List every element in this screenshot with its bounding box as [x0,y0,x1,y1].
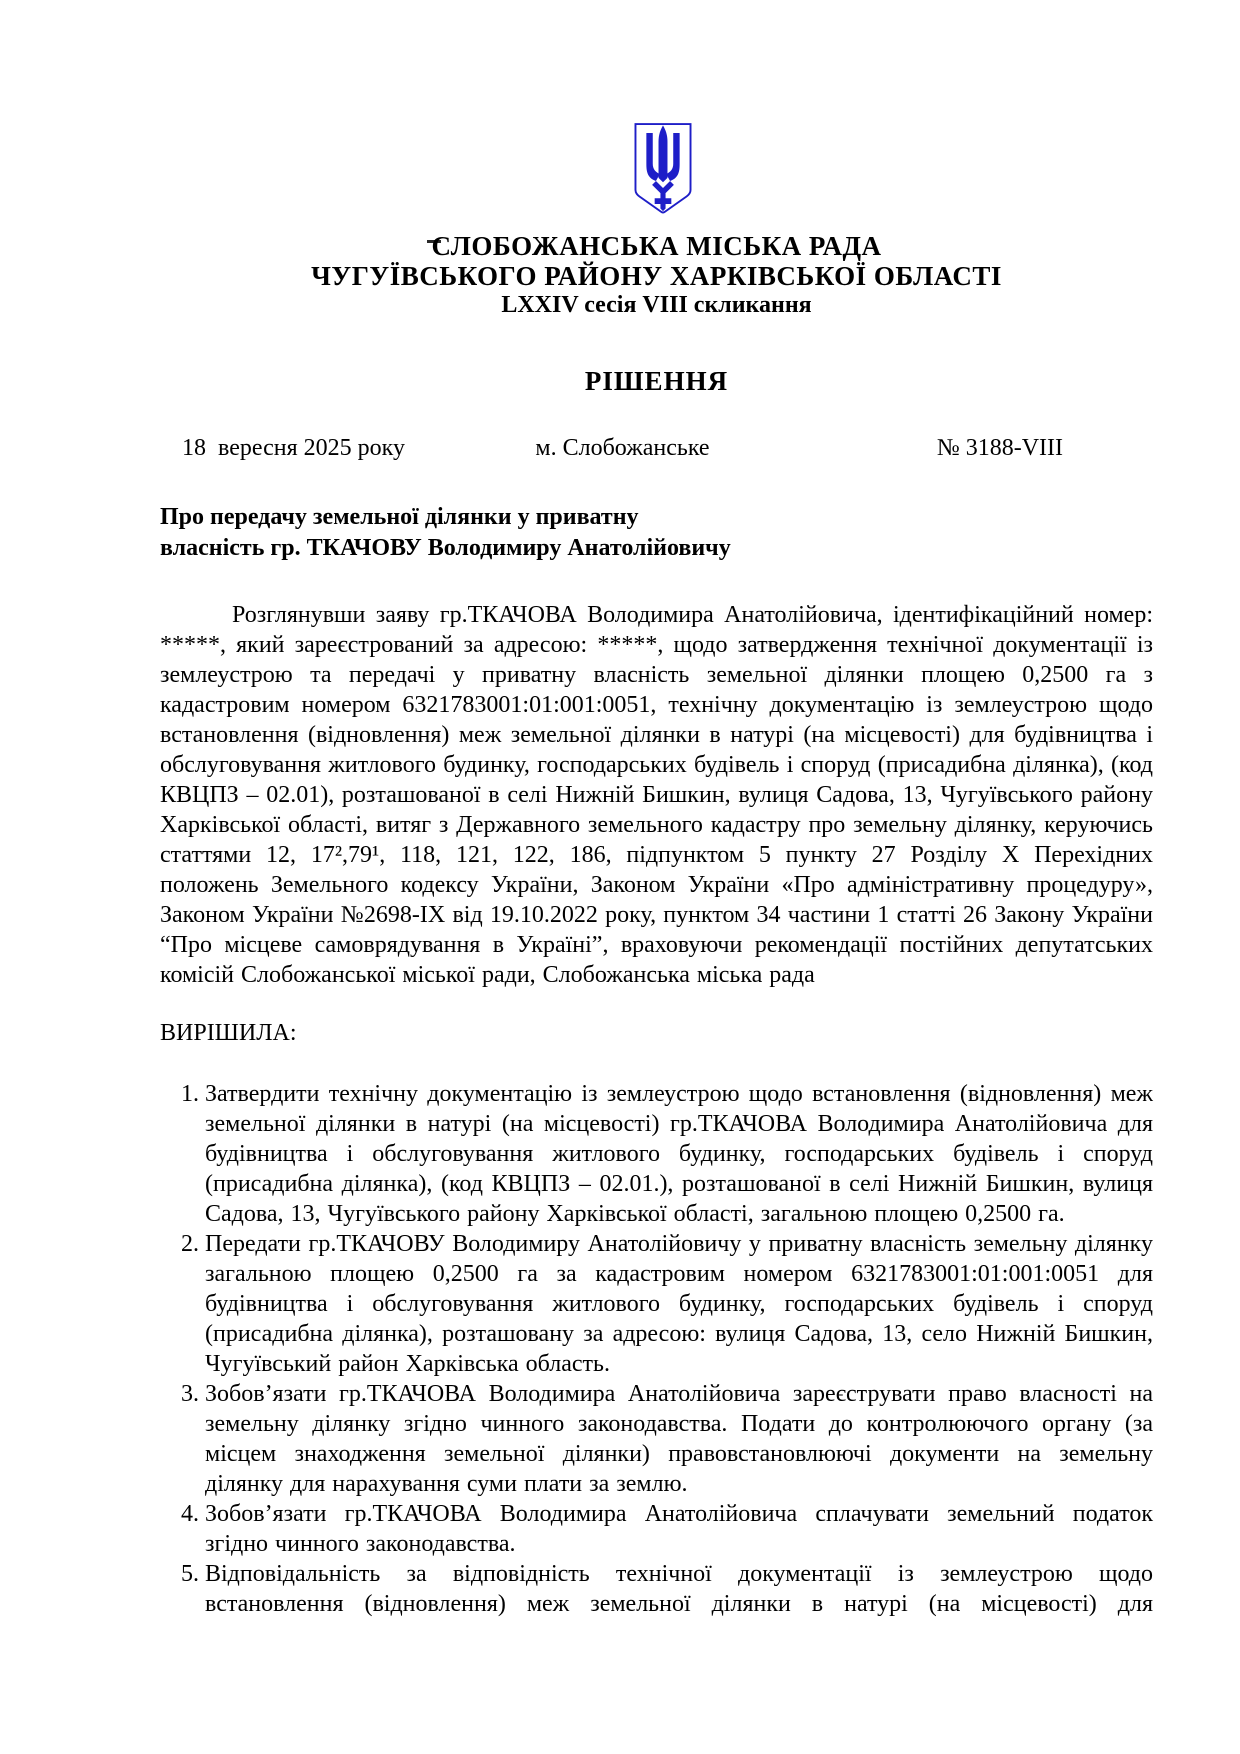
resolution-item-5 [160,1559,1153,1619]
item-number: 4. [181,1501,199,1527]
resolution-item-3 [160,1379,1153,1499]
organization-name-line1: СЛОБОЖАНСЬКА МІСЬКА РАДА [431,231,882,261]
subject-line2: власність гр. ТКАЧОВУ Володимиру Анатолійовичу [160,535,731,561]
date-place-number-row [160,433,1153,463]
resolution-keyword: ВИРІШИЛА: [160,1020,297,1046]
session-line: LXXIV сесія VIII скликання [501,292,812,318]
organization-name-line2: ЧУГУЇВСЬКОГО РАЙОНУ ХАРКІВСЬКОЇ ОБЛАСТІ [311,261,1002,291]
item-number: 5. [181,1561,199,1587]
item-text: Зобов’язати гр.ТКАЧОВА Володимира Анатолійовича зареєструвати право власності на земельну ділянку згідно чинного законодавства. Подати до контролюючого органу (за місцем знаходження земельної ділянки) правовстановлюючі документи на земельну ділянку для нарахування суми плати за землю. [205,1381,1153,1497]
item-number: 1. [181,1081,199,1107]
item-number: 2. [181,1231,199,1257]
resolution-item-4 [160,1499,1153,1559]
item-text: Відповідальність за відповідність технічної документації із землеустрою щодо встановлення (відновлення) меж земельної ділянки в натурі (на місцевості) для [205,1561,1153,1617]
resolution-item-1 [160,1079,1153,1229]
preamble-paragraph: Розглянувши заяву гр.ТКАЧОВА Володимира Анатолійовича, ідентифікаційний номер: *****, який зареєстрований за адресою: *****, щодо затвердження технічної документації із землеустрою та передачі у приватну власність земельної ділянки площею 0,2500 га з кадастровим номером 6321783001:01:001:0051, технічну документацію із землеустрою щодо встановлення (відновлення) меж земельної ділянки в натурі (на місцевості) для будівництва і обслуговування житлового будинку, господарських будівель і споруд (присадибна ділянка), (код КВЦПЗ – 02.01), розташованої в селі Нижній Бишкин, вулиця Садова, 13, Чугуївського району Харківської області, витяг з Державного земельного кадастру про земельну ділянку, керуючись статтями 12, 17²,79¹, 118, 121, 122, 186, підпунктом 5 пункту 27 Розділу X Перехідних положень Земельного кодексу України, Законом України «Про адміністративну процедуру», Законом України №2698-IX від 19.10.2022 року, пунктом 34 частини 1 статті 26 Закону України “Про місцеве самоврядування в Україні”, враховуючи рекомендації постійних депутатських комісій Слобожанської міської ради, Слобожанська міська рада [160,602,1153,988]
document-type-title: РІШЕННЯ [584,366,729,396]
document-number: № 3188-VIII [936,435,1064,461]
emblem-container [160,0,1153,218]
subject-line1: Про передачу земельної ділянки у приватну [160,504,639,530]
document-subject [160,502,1153,564]
item-text: Передати гр.ТКАЧОВУ Володимиру Анатолійовичу у приватну власність земельну ділянку загальною площею 0,2500 га за кадастровим номером 6321783001:01:001:0051 для будівництва і обслуговування житлового будинку, господарських будівель і споруд (присадибна ділянка), розташовану за адресою: вулиця Садова, 13, село Нижній Бишкин, Чугуївський район Харківська область. [205,1231,1153,1377]
item-text: Затвердити технічну документацію із землеустрою щодо встановлення (відновлення) меж земельної ділянки в натурі (на місцевості) гр.ТКАЧОВА Володимира Анатолійовича для будівництва і обслуговування житлового будинку, господарських будівель і споруд (присадибна ділянка), (код КВЦПЗ – 02.01.), розташованої в селі Нижній Бишкин, вулиця Садова, 13, Чугуївського району Харківської області, загальною площею 0,2500 га. [205,1081,1153,1227]
resolution-items-list [160,1079,1153,1619]
item-number: 3. [181,1381,199,1407]
document-place: м. Слобожанське [535,435,710,461]
resolution-item-2 [160,1229,1153,1379]
ukraine-trident-icon [619,205,695,222]
document-content [160,0,1153,1619]
document-date: 18 вересня 2025 року [182,435,405,461]
item-text: Зобов’язати гр.ТКАЧОВА Володимира Анатолійовича сплачувати земельний податок згідно чинного законодавства. [205,1501,1153,1557]
